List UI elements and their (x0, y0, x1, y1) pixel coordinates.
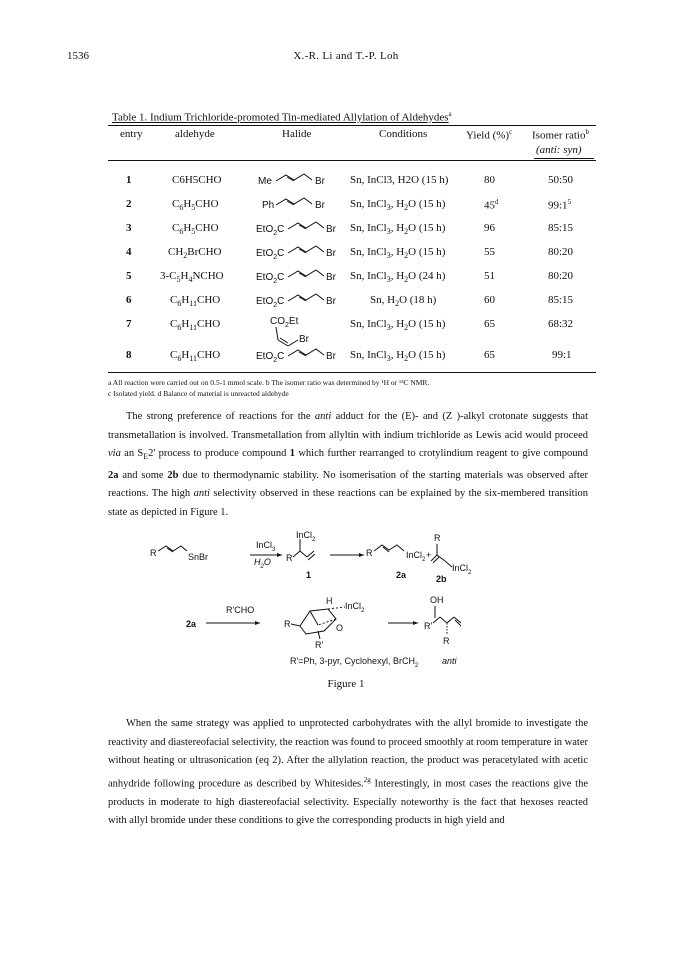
body-paragraph-2: When the same strategy was applied to unprotected carbohydrates with the allyl bromide to investigate the reactivity and diastereofacial selectivity, the reaction was found to proceed smoothly at room temperature in water without heating or ultrasonication (eq 2). After the allylation reaction, the product was peracetylated with acetic anhydride following procedure as described by Whitesides.$^{2g}$ Interestingly, in most cases the reactions give the products in moderate to high diastereofacial selectivity. Especially noteworthy is the fact that hexoses reacted with allyl bromide under these conditions to give the corresponding products in high yield and (108, 718, 589, 827)
svg-text:Br: Br (326, 351, 336, 362)
col-header-isomer-ratio: Isomer ratio$^b$ (532, 128, 589, 142)
svg-text:Br: Br (326, 224, 336, 235)
page-number: 1536 (67, 50, 89, 62)
ts-o: O (336, 623, 344, 633)
row6-halide (256, 286, 342, 310)
ethyl-bromocrotonate-structure (256, 238, 342, 262)
crotyl-bromide-structure (258, 166, 338, 190)
row8-aldehyde: $C_6H_{11}CHO$ (170, 349, 221, 364)
scheme-2a-start: 2a (186, 619, 197, 629)
col-header-aldehyde: aldehyde (175, 128, 215, 140)
row5-halide (256, 262, 342, 286)
row4-conditions: Sn, InCl$_3$, $H_2O$ (15 h) (350, 246, 446, 261)
svg-text:EtO2C: EtO$_2$C (256, 351, 285, 364)
col-header-yield: Yield (%)$^c$ (466, 128, 513, 142)
svg-text:EtO2C: EtO$_2$C (256, 296, 285, 309)
row5-conditions: Sn, InCl$_3$, $H_2O$ (24 h) (350, 270, 446, 285)
row7-conditions: Sn, InCl$_3$, $H_2O$ (15 h) (350, 318, 446, 333)
row7-aldehyde: $C_6H_{11}CHO$ (170, 318, 221, 333)
scheme-snbr: SnBr (188, 552, 209, 562)
row3-yield: 96 (484, 222, 495, 234)
footnote-line-1: a All reaction were carried out on 0.5-1 mmol scale. b The isomer ratio was determined by ¹H or ¹³C NMR. (108, 378, 430, 387)
scheme-substituents: R'=Ph, 3-pyr, Cyclohexyl, BrCH$_2$ (290, 656, 419, 669)
row8-ratio: 99:1 (552, 349, 572, 361)
svg-text:Me: Me (258, 176, 272, 187)
row7-entry: 7 (126, 318, 132, 330)
product-oh: OH (430, 595, 444, 605)
ts-r-prime: R' (315, 640, 324, 650)
svg-text:Br: Br (299, 334, 309, 345)
row6-ratio: 85:15 (548, 294, 574, 306)
svg-text:Br: Br (326, 296, 336, 307)
row4-aldehyde: $CH_2BrCHO$ (168, 246, 222, 261)
running-head: X.-R. Li and T.-P. Loh (293, 50, 399, 62)
scheme-r-2: R (286, 553, 293, 563)
cinnamyl-bromide-structure (262, 190, 342, 214)
row3-ratio: 85:15 (548, 222, 574, 234)
allyltin-chain (158, 546, 187, 551)
col-header-entry: entry (120, 128, 143, 140)
row3-aldehyde: $C_6H_5CHO$ (172, 222, 219, 237)
svg-text:Ph: Ph (262, 200, 275, 211)
compound-1-label: 1 (306, 570, 312, 580)
svg-text:EtO2C: EtO$_2$C (256, 272, 285, 285)
scheme-reagent: R'CHO (226, 605, 255, 615)
col-header-conditions: Conditions (379, 128, 428, 140)
row4-yield: 55 (484, 246, 495, 258)
row8-conditions: Sn, InCl$_3$, $H_2O$ (15 h) (350, 349, 446, 364)
table-caption (112, 110, 452, 124)
scheme-h2o: $H_2O$ (254, 557, 271, 570)
row6-entry: 6 (126, 294, 132, 306)
compound-2a-label: 2a (396, 570, 407, 580)
svg-text:Br: Br (326, 272, 336, 283)
row6-conditions: Sn, $H_2O$ (18 h) (370, 294, 437, 309)
scheme-r-1: R (150, 548, 157, 558)
row7-yield: 65 (484, 318, 495, 330)
row7-ratio: 68:32 (548, 318, 574, 330)
row2-aldehyde: $C_6H_5CHO$ (172, 198, 219, 213)
svg-text:Br: Br (326, 248, 336, 259)
ts-incl2: InCl$_2$ (345, 601, 365, 614)
row3-entry: 3 (126, 222, 132, 234)
product-r: R (443, 636, 450, 646)
table-caption-mark: a (448, 110, 452, 118)
row4-entry: 4 (126, 246, 132, 258)
row2-ratio: $99:1^5$ (548, 198, 572, 212)
row1-ratio: 50:50 (548, 174, 574, 186)
scheme-r-3: R (366, 548, 373, 558)
row6-aldehyde: $C_6H_{11}CHO$ (170, 294, 221, 309)
row4-halide (256, 238, 342, 262)
scheme-incl2-2: InCl$_2$ (406, 550, 426, 563)
compound-2b-label: 2b (436, 574, 447, 584)
table-bottom-rule (108, 372, 596, 373)
scheme-incl2-1: InCl$_2$ (296, 531, 316, 543)
ethyl-bromocrotonate-structure (256, 286, 342, 310)
row1-aldehyde: C6H5CHO (172, 174, 222, 186)
product-r-prime: R' (424, 621, 433, 631)
ts-r: R (284, 619, 291, 629)
figure-caption: Figure 1 (327, 678, 365, 690)
row1-yield: 80 (484, 174, 495, 186)
ts-h: H (326, 596, 333, 606)
scheme-r-4: R (434, 533, 441, 543)
table-footnotes (108, 377, 429, 399)
row1-entry: 1 (126, 174, 132, 186)
row8-halide (256, 341, 342, 365)
footnote-line-2: c Isolated yield. d Balance of material is unreacted aldehyde (108, 389, 289, 398)
svg-text:Br: Br (315, 200, 325, 211)
row1-halide (258, 166, 338, 190)
row2-halide (262, 190, 342, 214)
row5-ratio: 80:20 (548, 270, 574, 282)
col-header-halide: Halide (282, 128, 312, 140)
row1-conditions: Sn, InCl3, H2O (15 h) (350, 174, 449, 186)
row2-entry: 2 (126, 198, 132, 210)
scheme-incl3: InCl$_3$ (256, 540, 276, 553)
row3-halide (256, 214, 342, 238)
scheme-anti-label: anti (442, 656, 457, 666)
svg-text:EtO2C: EtO$_2$C (256, 248, 285, 261)
svg-text:CO2Et: $CO_2Et$ (270, 316, 299, 329)
row2-yield: 45$^d$ (484, 198, 499, 212)
table-header-rule (108, 160, 596, 161)
row5-yield: 51 (484, 270, 495, 282)
svg-text:EtO2C: EtO$_2$C (256, 224, 285, 237)
svg-text:Br: Br (315, 176, 325, 187)
ethyl-bromocrotonate-structure (256, 262, 342, 286)
row5-entry: 5 (126, 270, 132, 282)
row3-conditions: Sn, InCl$_3$, $H_2O$ (15 h) (350, 222, 446, 237)
scheme-plus: + (426, 550, 432, 560)
ratio-sub-rule (534, 158, 594, 159)
body-paragraph-1: The strong preference of reactions for the anti adduct for the (E)- and (Z )-alkyl crotonate suggests that transmetallation is involved. Transmetallation from allyltin with indium trichloride as Lewis acid would proceed via an $S_E2'$ process to produce compound 1 which further rearranged to crotylindium reagent to give compound 2a and some 2b due to thermodynamic stability. No isomerisation of the starting materials was observed after reactions. The high anti selectivity observed in these reactions can be explained by the six-membered transition state as depicted in Figure 1. (108, 411, 589, 519)
table-caption-title: Table 1. Indium Trichloride-promoted Tin-mediated Allylation of Aldehydes (112, 111, 449, 124)
row4-ratio: 80:20 (548, 246, 574, 258)
scheme-incl2-3: InCl$_2$ (452, 563, 472, 576)
reaction-scheme (150, 531, 550, 671)
col-header-ratio-sub: (anti: syn) (536, 144, 582, 156)
row5-aldehyde: $3-C_5H_4NCHO$ (160, 270, 224, 285)
row8-yield: 65 (484, 349, 495, 361)
row8-entry: 8 (126, 349, 132, 361)
table-top-rule (108, 125, 596, 126)
ethyl-bromocrotonate-structure (256, 341, 342, 365)
row2-conditions: Sn, InCl$_3$, $H_2O$ (15 h) (350, 198, 446, 213)
row6-yield: 60 (484, 294, 495, 306)
ethyl-bromocrotonate-structure (256, 214, 342, 238)
transition-state-ring (300, 609, 336, 634)
